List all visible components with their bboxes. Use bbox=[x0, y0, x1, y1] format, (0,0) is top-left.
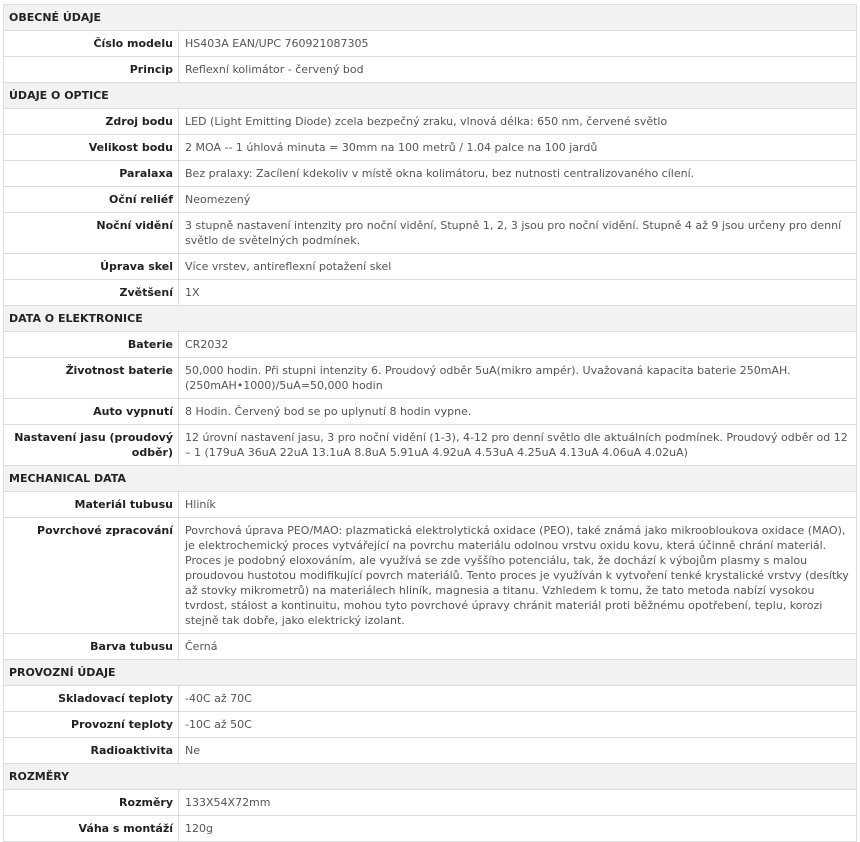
spec-label: Baterie bbox=[4, 332, 179, 358]
spec-label: Číslo modelu bbox=[4, 31, 179, 57]
spec-row bbox=[4, 492, 857, 518]
specifications-table bbox=[3, 4, 857, 842]
spec-value: -10C až 50C bbox=[179, 712, 857, 738]
spec-row bbox=[4, 161, 857, 187]
spec-row bbox=[4, 518, 857, 634]
spec-label: Životnost baterie bbox=[4, 358, 179, 399]
spec-label: Váha s montáží bbox=[4, 816, 179, 842]
spec-row bbox=[4, 686, 857, 712]
section-title: PROVOZNÍ ÚDAJE bbox=[4, 660, 857, 686]
spec-label: Materiál tubusu bbox=[4, 492, 179, 518]
spec-row bbox=[4, 399, 857, 425]
spec-row bbox=[4, 280, 857, 306]
spec-label: Zvětšení bbox=[4, 280, 179, 306]
spec-label: Rozměry bbox=[4, 790, 179, 816]
spec-value: 3 stupně nastavení intenzity pro noční vidění, Stupně 1, 2, 3 jsou pro noční vidění. Stupně 4 až 9 jsou určeny pro denní světlo de světelných podmínek. bbox=[179, 213, 857, 254]
spec-row bbox=[4, 213, 857, 254]
section-header-row bbox=[4, 306, 857, 332]
spec-row bbox=[4, 31, 857, 57]
spec-value: 1X bbox=[179, 280, 857, 306]
spec-label: Skladovací teploty bbox=[4, 686, 179, 712]
spec-value: Ne bbox=[179, 738, 857, 764]
spec-row bbox=[4, 358, 857, 399]
spec-label: Auto vypnutí bbox=[4, 399, 179, 425]
section-title: DATA O ELEKTRONICE bbox=[4, 306, 857, 332]
spec-row bbox=[4, 790, 857, 816]
spec-value: Bez pralaxy: Zacílení kdekoliv v místě okna kolimátoru, bez nutnosti centralizovaného cílení. bbox=[179, 161, 857, 187]
spec-row bbox=[4, 332, 857, 358]
section-header-row bbox=[4, 660, 857, 686]
spec-row bbox=[4, 187, 857, 213]
section-title: ROZMĚRY bbox=[4, 764, 857, 790]
spec-label: Zdroj bodu bbox=[4, 109, 179, 135]
spec-value: 50,000 hodin. Při stupni intenzity 6. Proudový odběr 5uA(mikro ampér). Uvažovaná kapacita baterie 250mAH. (250mAH•1000)/5uA=50,000 hodin bbox=[179, 358, 857, 399]
spec-value: Více vrstev, antireflexní potažení skel bbox=[179, 254, 857, 280]
spec-label: Velikost bodu bbox=[4, 135, 179, 161]
spec-value: 8 Hodin. Červený bod se po uplynutí 8 hodin vypne. bbox=[179, 399, 857, 425]
section-header-row bbox=[4, 466, 857, 492]
section-header-row bbox=[4, 83, 857, 109]
spec-value: Černá bbox=[179, 634, 857, 660]
spec-row bbox=[4, 425, 857, 466]
section-title: ÚDAJE O OPTICE bbox=[4, 83, 857, 109]
spec-value: HS403A EAN/UPC 760921087305 bbox=[179, 31, 857, 57]
spec-value: 120g bbox=[179, 816, 857, 842]
spec-value: -40C až 70C bbox=[179, 686, 857, 712]
spec-row bbox=[4, 57, 857, 83]
spec-value: Reflexní kolimátor - červený bod bbox=[179, 57, 857, 83]
spec-row bbox=[4, 816, 857, 842]
spec-row bbox=[4, 109, 857, 135]
spec-label: Povrchové zpracování bbox=[4, 518, 179, 634]
spec-label: Oční reliéf bbox=[4, 187, 179, 213]
specifications-body bbox=[4, 5, 857, 842]
spec-label: Úprava skel bbox=[4, 254, 179, 280]
spec-value: CR2032 bbox=[179, 332, 857, 358]
spec-row bbox=[4, 254, 857, 280]
spec-value: Hliník bbox=[179, 492, 857, 518]
spec-value: 133X54X72mm bbox=[179, 790, 857, 816]
section-header-row bbox=[4, 5, 857, 31]
spec-label: Radioaktivita bbox=[4, 738, 179, 764]
spec-value: 2 MOA -- 1 úhlová minuta = 30mm na 100 metrů / 1.04 palce na 100 jardů bbox=[179, 135, 857, 161]
spec-label: Princip bbox=[4, 57, 179, 83]
spec-row bbox=[4, 738, 857, 764]
spec-value: Povrchová úprava PEO/MAO: plazmatická elektrolytická oxidace (PEO), také známá jako mikroobloukovа oxidace (MAO), je elektrochemický proces vytvářející na povrchu materiálu odolnou vrstvu oxidu kovu, která účinně chrání materiál. Proces je podobný eloxováním, ale využívá se zde vyššího potenciálu, tak, že dochází k výbojům plasmy s malou proudovou hustotou modifikující povrch materiálů. Tento proces je využíván k vytvoření tenké krystalické vrstvy (desítky až stovky mikrometrů) na materiálech hliník, magnesia a titanu. Vzhledem k tomu, že tato metoda nabízí vysokou tvrdost, stálost a kontinuitu, mohou tyto povrchové úpravy chránit materiál proti běžnému opotřebení, teplu, korozi stejně tak dobře, jako elektrický izolant. bbox=[179, 518, 857, 634]
spec-label: Barva tubusu bbox=[4, 634, 179, 660]
spec-value: 12 úrovní nastavení jasu, 3 pro noční vidění (1-3), 4-12 pro denní světlo dle aktuálních podmínek. Proudový odběr od 12 – 1 (179uA 36uA 22uA 13.1uA 8.8uA 5.91uA 4.92uA 4.53uA 4.25uA 4.13uA 4.06uA 4.02uA) bbox=[179, 425, 857, 466]
section-title: OBECNÉ ÚDAJE bbox=[4, 5, 857, 31]
spec-value: Neomezený bbox=[179, 187, 857, 213]
spec-row bbox=[4, 712, 857, 738]
spec-label: Provozní teploty bbox=[4, 712, 179, 738]
spec-label: Paralaxa bbox=[4, 161, 179, 187]
spec-row bbox=[4, 135, 857, 161]
spec-label: Nastavení jasu (proudový odběr) bbox=[4, 425, 179, 466]
section-header-row bbox=[4, 764, 857, 790]
spec-label: Noční vidění bbox=[4, 213, 179, 254]
spec-row bbox=[4, 634, 857, 660]
spec-value: LED (Light Emitting Diode) zcela bezpečný zraku, vlnová délka: 650 nm, červené světlo bbox=[179, 109, 857, 135]
section-title: MECHANICAL DATA bbox=[4, 466, 857, 492]
